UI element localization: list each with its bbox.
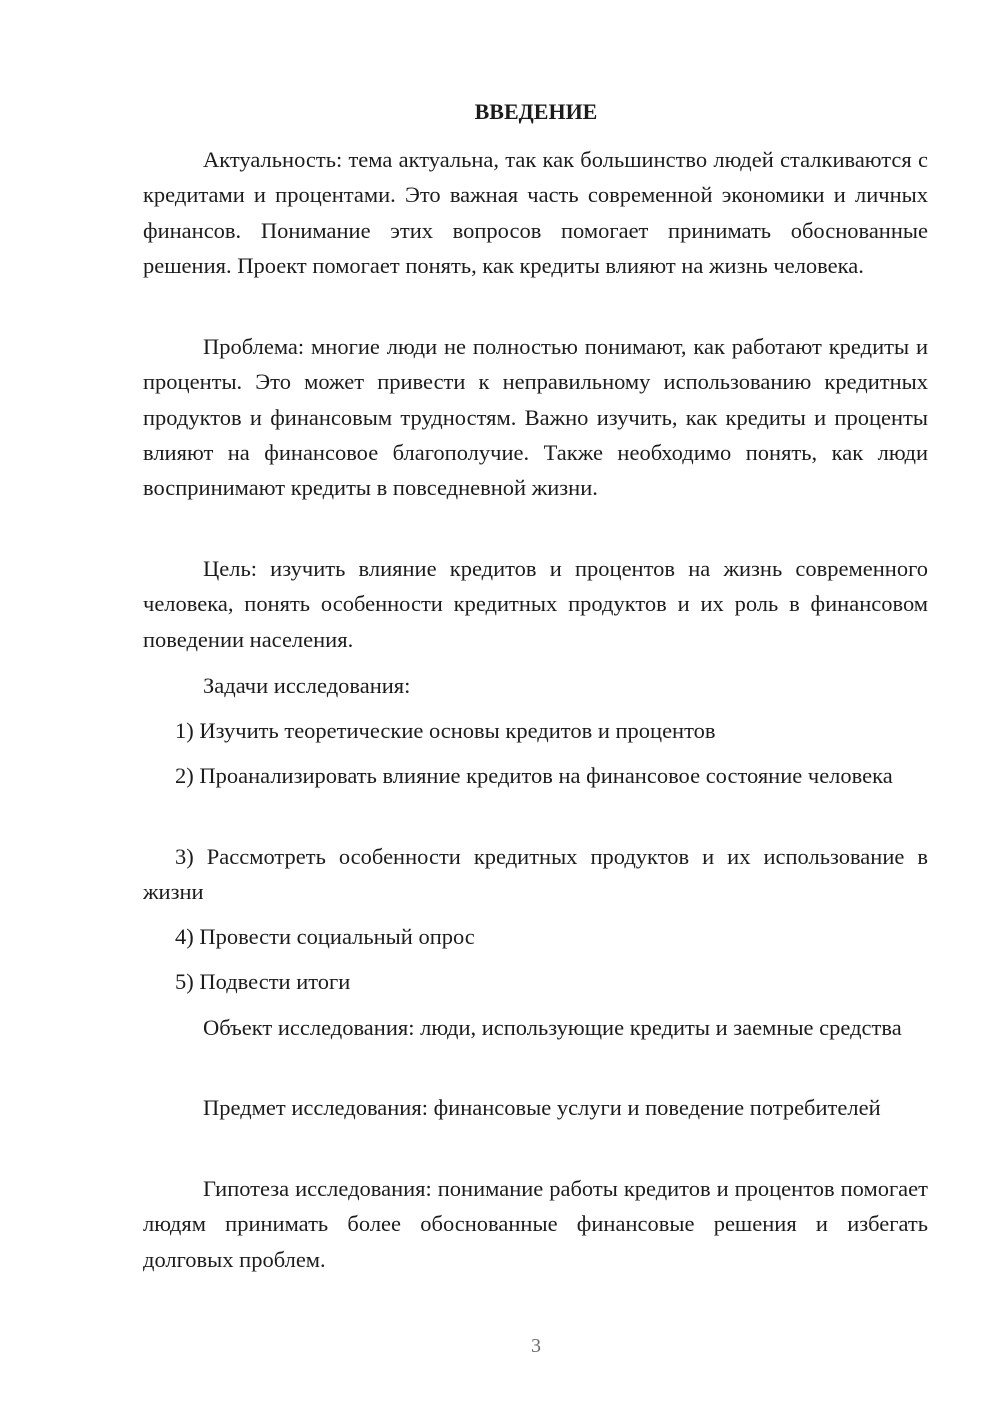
page-number: 3 [531, 1335, 541, 1357]
page-title: ВВЕДЕНИЕ [474, 99, 598, 124]
paragraph-object: Объект исследования: люди, использующие кредиты и заемные средства [203, 1015, 902, 1040]
tasks-heading: Задачи исследования: [203, 673, 411, 698]
task-item-1: 1) Изучить теоретические основы кредитов и процентов [175, 718, 716, 743]
task-item-5: 5) Подвести итоги [175, 969, 351, 994]
paragraph-goal: Цель: изучить влияние кредитов и процентов на жизнь современного человека, понять особенности кредитных продуктов и их роль в финансовом поведении населения. [143, 556, 928, 652]
task-item-3: 3) Рассмотреть особенности кредитных продуктов и их использование в жизни [143, 844, 928, 905]
task-item-4: 4) Провести социальный опрос [175, 924, 475, 949]
paragraph-problem: Проблема: многие люди не полностью понимают, как работают кредиты и проценты. Это может привести к неправильному использованию кредитных продуктов и финансовым трудностям. Важно изучить, как кредиты и проценты влияют на финансовое благополучие. Также необходимо понять, как люди воспринимают кредиты в повседневной жизни. [143, 334, 928, 501]
paragraph-relevance: Актуальность: тема актуальна, так как большинство людей сталкиваются с кредитами и процентами. Это важная часть современной экономики и личных финансов. Понимание этих вопросов помогает принимать обоснованные решения. Проект помогает понять, как кредиты влияют на жизнь человека. [143, 147, 928, 278]
paragraph-subject: Предмет исследования: финансовые услуги и поведение потребителей [203, 1095, 881, 1120]
paragraph-hypothesis: Гипотеза исследования: понимание работы кредитов и процентов помогает людям принимать более обоснованные финансовые решения и избегать долговых проблем. [143, 1176, 928, 1272]
task-item-2: 2) Проанализировать влияние кредитов на финансовое состояние человека [175, 763, 893, 788]
